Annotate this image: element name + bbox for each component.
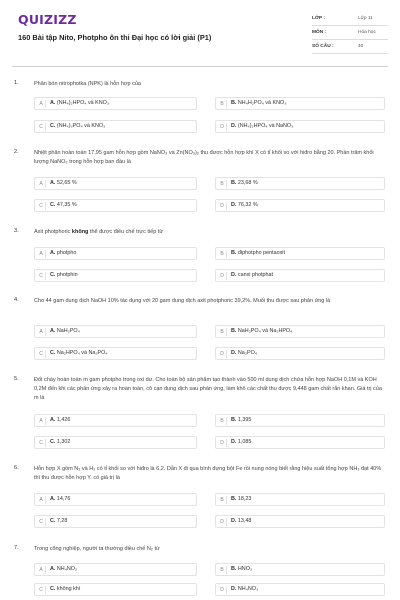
question-text: Hỗn hợp X gồm N₂ và H₂ có tỉ khối so với hiđro là 6,2. Dẫn X đi qua bình đựng bột Fe rồi nung nóng biết rằng hiệu suất tổng hợp NH₃ đạt 40% thì thu được hỗn hợp Y. có giá trị là <box>34 466 382 481</box>
option-text: 47,35 % <box>56 202 77 208</box>
option-a[interactable] <box>34 97 197 110</box>
option-text: canxi photphat <box>237 272 273 278</box>
meta-value: Hóa học <box>358 30 376 35</box>
option-text: HNO₃ <box>237 566 253 572</box>
meta-row-subject <box>312 26 388 40</box>
option-text: không khí <box>56 586 81 592</box>
option-letter: B <box>218 417 227 425</box>
option-prefix: D. <box>231 272 237 278</box>
option-prefix: C. <box>50 439 56 445</box>
option-a[interactable] <box>34 414 197 427</box>
option-text: 1,085 <box>237 439 252 445</box>
option-letter: C <box>37 202 46 210</box>
option-c[interactable] <box>34 347 197 360</box>
option-text: NH₄NO₂ <box>56 566 78 572</box>
option-text: NaH₂PO₄ và Na₂HPO₄ <box>237 328 293 334</box>
option-a[interactable] <box>34 325 197 338</box>
question-text: Đốt cháy hoàn toàn m gam photpho trong oxi dư. Cho toàn bộ sản phẩm tạo thành vào 500 ml dung dịch chứa hỗn hợp NaOH 0,1M và KOH 0,2M đến khi các phản ứng xảy ra hoàn toàn, cô cạn dung dịch sau phản ứng, làm khô các chất thu được 9,448 gam chất rắn khan. Giá trị của m là <box>34 377 382 401</box>
option-text: 23,68 % <box>237 180 258 186</box>
option-b[interactable] <box>215 563 385 576</box>
option-text: NH₄H₂PO₄ và KNO₃ <box>237 100 287 106</box>
option-c[interactable] <box>34 199 197 212</box>
question-text: Cho 44 gam dung dịch NaOH 10% tác dụng với 20 gam dung dịch axit photphoric 39,2%. Muối thu được sau phản ứng là <box>34 298 331 304</box>
meta-label: MÔN : <box>312 30 327 35</box>
option-text: điphotpho pentaoxit <box>237 250 285 256</box>
option-letter: D <box>218 202 227 210</box>
option-letter: D <box>218 586 227 594</box>
option-d[interactable] <box>215 583 385 596</box>
meta-label: SỐ CÂU : <box>312 44 334 49</box>
option-letter: D <box>218 350 227 358</box>
option-text: 7,28 <box>56 518 68 524</box>
option-letter: C <box>37 439 46 447</box>
option-prefix: B. <box>231 328 237 334</box>
option-a[interactable] <box>34 563 197 576</box>
option-prefix: C. <box>50 123 56 129</box>
option-prefix: B. <box>231 100 237 106</box>
option-prefix: D. <box>231 518 237 524</box>
option-letter: D <box>218 518 227 526</box>
option-prefix: A. <box>50 496 56 502</box>
option-b[interactable] <box>215 247 385 260</box>
option-text: photpho <box>56 250 77 256</box>
meta-label: LỚP : <box>312 16 326 21</box>
option-prefix: A. <box>50 180 56 186</box>
option-c[interactable] <box>34 515 197 528</box>
option-a[interactable] <box>34 177 197 190</box>
meta-value: Lớp 11 <box>358 16 373 21</box>
option-letter: A <box>37 180 46 188</box>
option-text: 14,76 <box>56 496 71 502</box>
meta-value: 40 <box>358 44 364 49</box>
option-prefix: C. <box>50 272 56 278</box>
option-text: 13,48 <box>237 518 252 524</box>
option-prefix: A. <box>50 417 56 423</box>
option-prefix: D. <box>231 586 237 592</box>
option-prefix: A. <box>50 328 56 334</box>
option-text: 18,23 <box>237 496 252 502</box>
option-prefix: C. <box>50 518 56 524</box>
meta-row-question-count <box>312 40 388 54</box>
option-prefix: B. <box>231 417 237 423</box>
option-prefix: D. <box>231 350 237 356</box>
option-text: 1,426 <box>56 417 71 423</box>
option-text: Na₂HPO₄ và Na₃PO₄ <box>56 350 108 356</box>
option-letter: B <box>218 250 227 258</box>
option-text: Na₃PO₄ <box>237 350 257 356</box>
option-b[interactable] <box>215 177 385 190</box>
option-prefix: C. <box>50 586 56 592</box>
option-text: (NH₄)₃PO₄ và KNO₃ <box>56 123 106 129</box>
option-letter: B <box>218 496 227 504</box>
option-d[interactable] <box>215 120 385 133</box>
option-prefix: C. <box>50 350 56 356</box>
option-prefix: B. <box>231 496 237 502</box>
option-c[interactable] <box>34 269 197 282</box>
option-prefix: D. <box>231 439 237 445</box>
option-b[interactable] <box>215 325 385 338</box>
question-text: Phân bón nitrophotka (NPK) là hỗn hợp của <box>34 81 141 87</box>
option-a[interactable] <box>34 493 197 506</box>
worksheet-meta <box>312 12 388 54</box>
option-text: 52,65 % <box>56 180 77 186</box>
question-text: Axit photphoric không thể được điều chế trực tiếp từ <box>34 229 163 235</box>
option-b[interactable] <box>215 97 385 110</box>
option-letter: D <box>218 439 227 447</box>
worksheet-header <box>0 0 400 66</box>
option-a[interactable] <box>34 247 197 260</box>
question-text: Nhiệt phân hoàn toàn 17,95 gam hỗn hợp gồm NaNO₃ và Zn(NO₃)₂ thu được hỗn hợp khí X có tỉ khối so với hiđro bằng 20. Phần trăm khối lượng NaNO₃ trong hỗn hợp ban đầu là <box>34 150 374 165</box>
option-text: 1,395 <box>237 417 252 423</box>
option-text: 76,32 % <box>237 202 258 208</box>
option-letter: C <box>37 123 46 131</box>
meta-row-grade <box>312 12 388 26</box>
option-c[interactable] <box>34 583 197 596</box>
question-number: 7. <box>14 545 19 551</box>
option-d[interactable] <box>215 436 385 449</box>
option-prefix: D. <box>231 123 237 129</box>
option-prefix: B. <box>231 250 237 256</box>
question-text: Trong công nghiệp, người ta thường điều chế N₂ từ <box>34 546 160 552</box>
option-d[interactable] <box>215 515 385 528</box>
question-number: 5. <box>14 376 19 382</box>
option-prefix: D. <box>231 202 237 208</box>
option-letter: C <box>37 518 46 526</box>
option-text: photphin <box>56 272 78 278</box>
option-letter: A <box>37 496 46 504</box>
option-letter: A <box>37 417 46 425</box>
option-d[interactable] <box>215 269 385 282</box>
question-number: 3. <box>14 228 19 234</box>
option-text: 1,302 <box>56 439 71 445</box>
question-number: 2. <box>14 149 19 155</box>
option-letter: D <box>218 123 227 131</box>
option-letter: B <box>218 100 227 108</box>
option-prefix: B. <box>231 566 237 572</box>
option-text: (NH₄)₂HPO₄ và NaNO₃ <box>237 123 294 129</box>
option-letter: B <box>218 180 227 188</box>
option-letter: B <box>218 566 227 574</box>
option-d[interactable] <box>215 199 385 212</box>
option-letter: A <box>37 566 46 574</box>
option-prefix: B. <box>231 180 237 186</box>
option-letter: A <box>37 328 46 336</box>
option-prefix: C. <box>50 202 56 208</box>
worksheet-title: 160 Bài tập Nito, Photpho ôn thi Đại học có lời giải (P1) <box>18 33 212 42</box>
header-divider <box>12 66 388 67</box>
option-prefix: A. <box>50 250 56 256</box>
option-d[interactable] <box>215 347 385 360</box>
quizizz-logo: QUIZIZZ <box>18 12 77 27</box>
option-c[interactable] <box>34 120 197 133</box>
question-number: 4. <box>14 297 19 303</box>
question-number: 6. <box>14 465 19 471</box>
option-letter: D <box>218 272 227 280</box>
option-text: NH₄NO₃ <box>237 586 259 592</box>
option-b[interactable] <box>215 493 385 506</box>
option-letter: B <box>218 328 227 336</box>
option-letter: C <box>37 586 46 594</box>
option-letter: A <box>37 250 46 258</box>
option-prefix: A. <box>50 100 56 106</box>
option-letter: A <box>37 100 46 108</box>
question-number: 1. <box>14 80 19 86</box>
option-prefix: A. <box>50 566 56 572</box>
emphasis-text: không <box>71 229 89 235</box>
option-letter: C <box>37 350 46 358</box>
option-b[interactable] <box>215 414 385 427</box>
option-text: (NH₄)₂HPO₄ và KNO₃ <box>56 100 110 106</box>
option-letter: C <box>37 272 46 280</box>
option-text: NaH₂PO₄ <box>56 328 80 334</box>
option-c[interactable] <box>34 436 197 449</box>
